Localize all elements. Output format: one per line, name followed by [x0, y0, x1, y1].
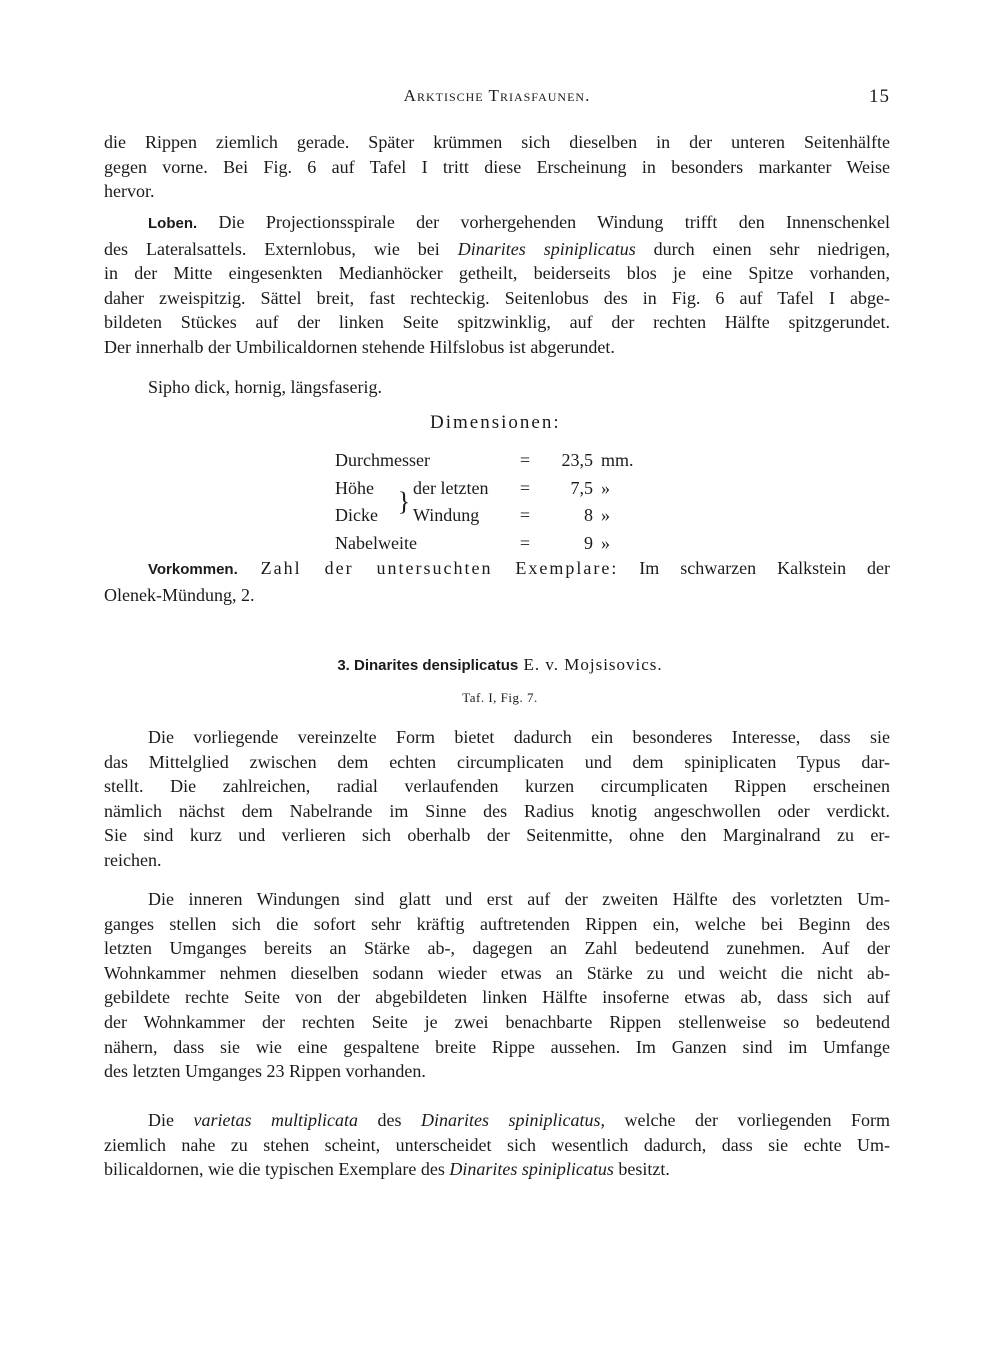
species-name: Dinarites spiniplicatus [449, 1159, 614, 1180]
dim-unit: mm. [601, 450, 634, 471]
text-line: Sipho dick, hornig, längsfaserig. [148, 377, 382, 397]
section-author: E. v. Mojsisovics. [518, 655, 663, 674]
text-line: des letzten Umganges 23 Rippen vorhanden. [104, 1061, 426, 1082]
paragraph-vorkommen [104, 556, 890, 607]
text-line: nämlich nächst dem Nabelrande im Sinne des Radius knotig angeschwollen oder verdickt. [104, 800, 890, 821]
text-line: des Lateralsattels. Externlobus, wie bei Dinarites spiniplicatus durch einen sehr niedrigen, [104, 238, 890, 259]
table-row [335, 447, 641, 475]
dimensions-table [335, 447, 641, 557]
text-line: Vorkommen. Zahl der untersuchten Exemplare: Im schwarzen Kalkstein der [148, 558, 890, 578]
table-row [335, 530, 641, 558]
text-line: gegen vorne. Bei Fig. 6 auf Tafel I tritt diese Erscheinung in besonders markanter Weise [104, 156, 890, 177]
dim-label: Höhe [335, 477, 374, 498]
table-row [335, 502, 641, 530]
text-line: der Wohnkammer der rechten Seite je zwei benachbarte Rippen stellenweise so bedeutend [104, 1011, 890, 1032]
text-line: Die inneren Windungen sind glatt und erst auf der zweiten Hälfte des vorletzten Um- [148, 889, 890, 909]
vorkommen-heading: Vorkommen. [148, 561, 238, 578]
dim-value: 23,5 [561, 450, 593, 471]
paragraph-description-2 [104, 887, 890, 1084]
text-line: ganges stellen sich die sofort sehr kräftig auftretenden Rippen ein, welche bei Beginn des [104, 913, 890, 934]
dim-label: Durchmesser [335, 450, 430, 471]
variety-name: varietas multiplicata [193, 1110, 358, 1130]
text-line: daher zweispitzig. Sättel breit, fast rechteckig. Seitenlobus des in Fig. 6 auf Tafel I abge- [104, 287, 890, 308]
text-line: reichen. [104, 849, 162, 870]
dim-eq: = [519, 450, 531, 471]
text-line: Wohnkammer nehmen dieselben sodann wieder etwas an Stärke zu und weicht die nicht ab- [104, 962, 890, 983]
text-line: Der innerhalb der Umbilicaldornen stehende Hilfslobus ist abgerundet. [104, 336, 615, 357]
text-line: bilicaldornen, wie die typischen Exemplare des Dinarites spiniplicatus besitzt. [104, 1159, 670, 1180]
plate-reference: Taf. I, Fig. 7. [462, 690, 538, 705]
text-line: die Rippen ziemlich gerade. Später krümmen sich dieselben in der unteren Seitenhälfte [104, 132, 890, 152]
text-line: stellt. Die zahlreichen, radial verlaufenden kurzen circumplicaten Rippen erscheinen [104, 776, 890, 797]
paragraph-description-3 [104, 1108, 890, 1182]
text-line: gebildete rechte Seite von der abgebildeten linken Hälfte insoferne etwas ab, dass sich auf [104, 987, 890, 1008]
dim-unit: » [601, 532, 610, 553]
text-line: Olenek-Mündung, 2. [104, 584, 255, 605]
paragraph-ribs [104, 130, 890, 204]
dim-eq: = [519, 532, 531, 553]
text-line: nähern, dass sie wie eine gespaltene breite Rippe aussehen. Im Ganzen sind im Umfange [104, 1036, 890, 1057]
dim-label: Dicke [335, 505, 378, 526]
text-line: bildeten Stückes auf der linken Seite spitzwinklig, auf der rechten Hälfte spitzgerundet. [104, 312, 890, 333]
text-line: hervor. [104, 181, 155, 202]
section-title: 3. Dinarites densiplicatus [337, 657, 519, 674]
dim-unit: » [601, 477, 610, 498]
running-header [104, 86, 890, 110]
brace-glyph: } [397, 487, 411, 516]
dim-eq: = [519, 505, 531, 526]
text-line: letzten Umganges bereits an Stärke ab-, dagegen an Zahl bedeutend zunehmen. Auf der [104, 938, 890, 959]
species-name: Dinarites spiniplicatus [457, 238, 636, 259]
text-line: Sie sind kurz und verlieren sich oberhalb der Seitenmitte, ohne den Marginalrand zu er- [104, 825, 890, 846]
dim-value: 7,5 [570, 477, 593, 498]
page-number: 15 [869, 86, 890, 107]
dim-qualifier: Windung [413, 505, 480, 526]
dimensions-title: Dimensionen: [430, 412, 561, 433]
dim-label: Nabelweite [335, 532, 417, 553]
text-line: Loben. Die Projectionsspirale der vorhergehenden Windung trifft den Innenschenkel [148, 212, 890, 232]
text-line: Die varietas multiplicata des Dinarites spiniplicatus, welche der vorliegenden Form [148, 1110, 890, 1130]
paragraph-loben [104, 210, 890, 360]
table-row [335, 475, 641, 503]
text-line: Die vorliegende vereinzelte Form bietet dadurch ein besonderes Interesse, dass sie [148, 727, 890, 747]
dim-value: 8 [584, 505, 593, 526]
dim-qualifier: der letzten [413, 477, 489, 498]
loben-heading: Loben. [148, 215, 198, 232]
running-title: Arktische Triasfaunen. [403, 86, 591, 105]
dim-value: 9 [584, 532, 593, 553]
dim-unit: » [601, 505, 610, 526]
paragraph-sipho [104, 375, 890, 400]
section-heading [0, 655, 1000, 675]
text-line: das Mittelglied zwischen dem echten circumplicaten und dem spiniplicaten Typus dar- [104, 751, 890, 772]
paragraph-description-1 [104, 725, 890, 873]
text-line: in der Mitte eingesenkten Medianhöcker getheilt, beiderseits blos je eine Spitze vorhanden, [104, 263, 890, 284]
dim-eq: = [519, 477, 531, 498]
species-name: Dinarites spiniplicatus, [421, 1110, 606, 1130]
text-line: ziemlich nahe zu stehen scheint, unterscheidet sich wesentlich dadurch, dass sie echte Um- [104, 1134, 890, 1155]
